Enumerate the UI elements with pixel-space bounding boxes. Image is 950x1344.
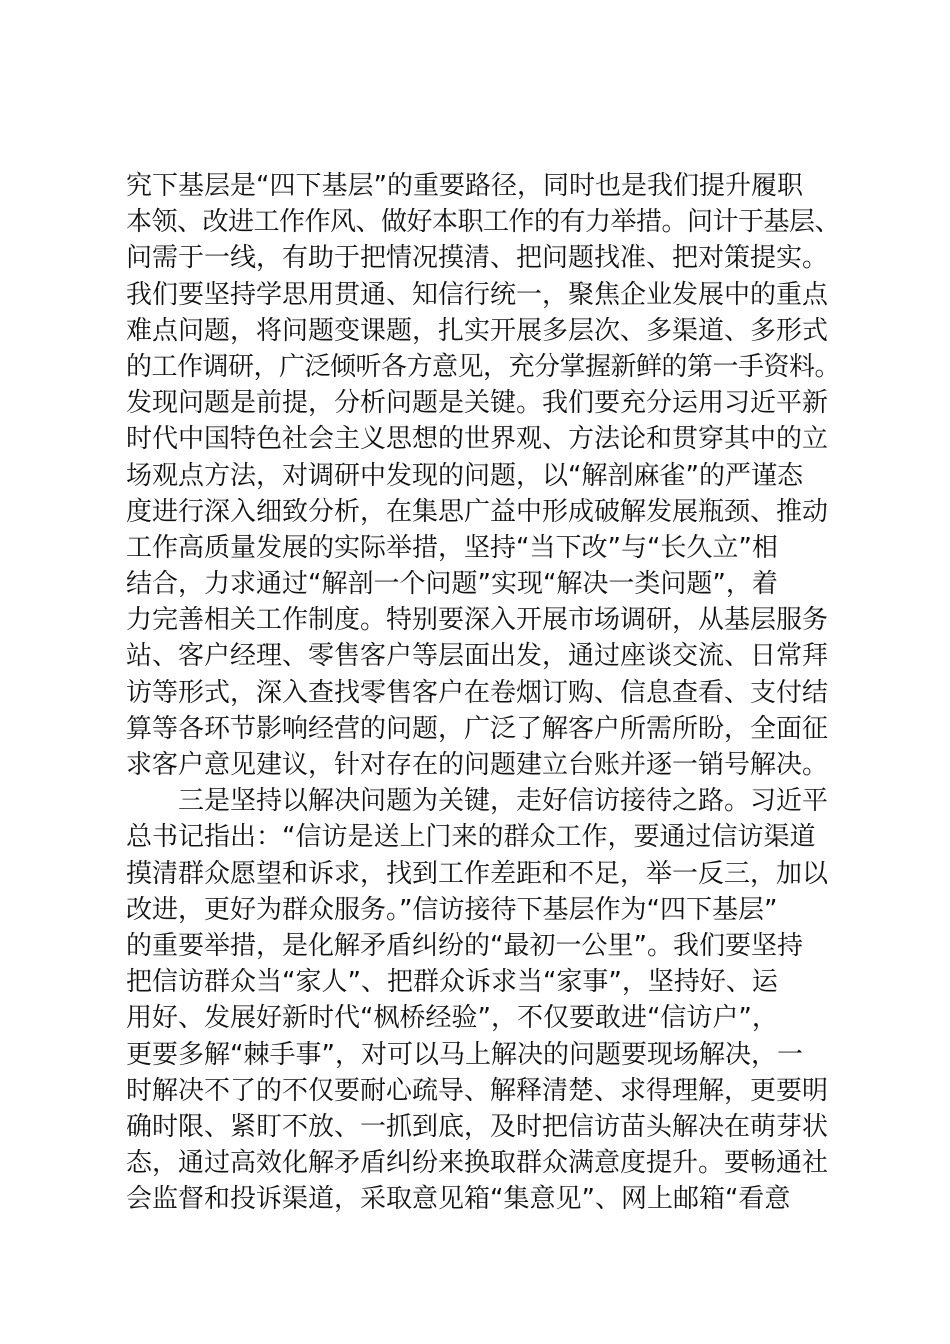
text-line: 问需于一线，有助于把情况摸清、把问题找准、把对策提实。: [126, 243, 829, 274]
text-line: 站、客户经理、零售客户等层面出发，通过座谈交流、日常拜: [126, 641, 829, 672]
text-line: 会监督和投诉渠道，采取意见箱“集意见”、网上邮箱“看意: [126, 1184, 791, 1215]
text-line: 算等各环节影响经营的问题，广泛了解客户所需所盼，全面征: [126, 713, 829, 744]
text-line: 把信访群众当“家人”、把群众诉求当“家事”，坚持好、运: [126, 967, 778, 998]
text-line: 求客户意见建议，针对存在的问题建立台账并逐一销号解决。: [126, 750, 829, 780]
text-line: 我们要坚持学思用贯通、知信行统一，聚焦企业发展中的重点: [126, 279, 829, 310]
text-line: 工作高质量发展的实际举措，坚持“当下改”与“长久立”相: [126, 532, 778, 563]
text-line: 场观点方法，对调研中发现的问题，以“解剖麻雀”的严谨态: [126, 460, 803, 491]
paragraph-start-line: 三是坚持以解决问题为关键，走好信访接待之路。习近平: [126, 786, 829, 817]
text-line: 确时限、紧盯不放、一抓到底，及时把信访苗头解决在萌芽状: [126, 1111, 829, 1142]
text-line: 度进行深入细致分析，在集思广益中形成破解发展瓶颈、推动: [126, 496, 829, 527]
text-line: 力完善相关工作制度。特别要深入开展市场调研，从基层服务: [126, 605, 829, 636]
text-line: 本领、改进工作作风、做好本职工作的有力举措。问计于基层、: [126, 207, 841, 238]
text-line: 用好、发展好新时代“枫桥经验”，不仅要敢进“信访户”，: [126, 1003, 778, 1034]
text-line: 难点问题，将问题变课题，扎实开展多层次、多渠道、多形式: [126, 315, 829, 346]
text-line: 总书记指出：“信访是送上门来的群众工作，要通过信访渠道: [126, 822, 816, 853]
text-line: 访等形式，深入查找零售客户在卷烟订购、信息查看、支付结: [126, 677, 829, 708]
text-line: 究下基层是“四下基层”的重要路径，同时也是我们提升履职: [126, 171, 803, 201]
text-line: 的工作调研，广泛倾听各方意见，充分掌握新鲜的第一手资料。: [126, 351, 841, 382]
text-line: 摸清群众愿望和诉求，找到工作差距和不足，举一反三，加以: [126, 858, 829, 889]
text-line: 结合，力求通过“解剖一个问题”实现“解决一类问题”，着: [126, 569, 778, 600]
text-line: 时解决不了的不仅要耐心疏导、解释清楚、求得理解，更要明: [126, 1075, 829, 1106]
text-line: 发现问题是前提，分析问题是关键。我们要充分运用习近平新: [126, 388, 829, 419]
body-text: [126, 168, 840, 1217]
text-line: 改进，更好为群众服务。”信访接待下基层作为“四下基层”: [126, 894, 778, 925]
text-line: 态，通过高效化解矛盾纠纷来换取群众满意度提升。要畅通社: [126, 1148, 829, 1179]
text-line: 时代中国特色社会主义思想的世界观、方法论和贯穿其中的立: [126, 424, 829, 455]
text-line: 更要多解“棘手事”，对可以马上解决的问题要现场解决，一: [126, 1039, 803, 1070]
text-line: 的重要举措，是化解矛盾纠纷的“最初一公里”。我们要坚持: [126, 930, 803, 961]
